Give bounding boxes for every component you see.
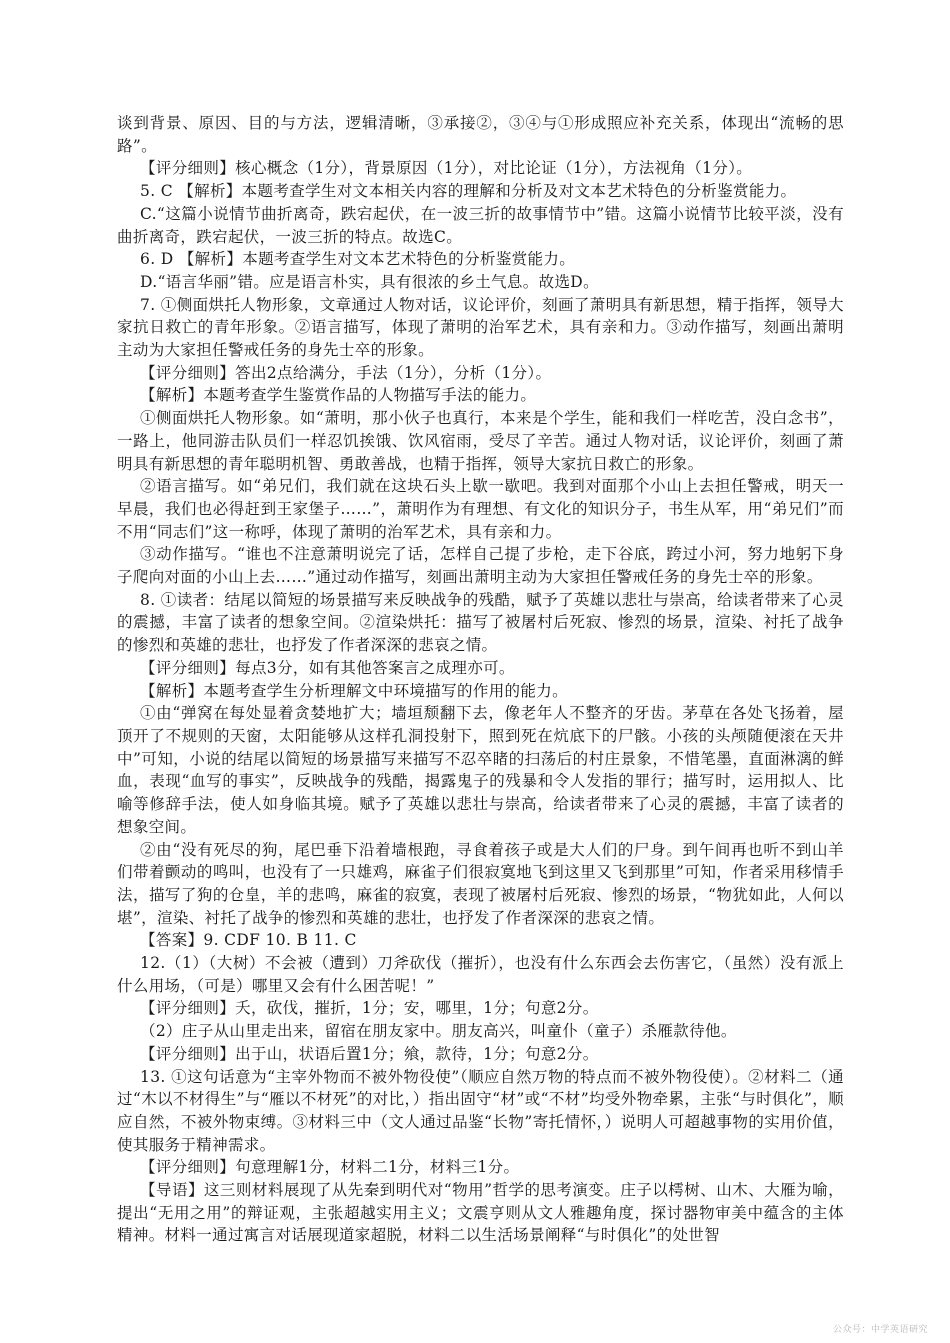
paragraph: 【评分细则】夭，砍伐，摧折，1分；安，哪里，1分；句意2分。 (140, 999, 599, 1018)
paragraph: 6. D 【解析】本题考查学生对文本艺术特色的分析鉴赏能力。 (140, 250, 576, 269)
paragraph: 13. ①这句话意为“主宰外物而不被外物役使”（顺应自然万物的特点而不被外物役使）。②材料二（通过“木以不材得生”与“雁以不材死”的对比，）指出固守“材”或“不材”均受外物牵累，主张“与时俱化”，顺应自然，不被外物束缚。③材料三中（文人通过品鉴“长物”寄托情怀，）说明人可超越事物的实用价值，使其服务于精神需求。 (117, 1067, 844, 1154)
paragraph: 7. ①侧面烘托人物形象，文章通过人物对话，议论评价，刻画了萧明具有新思想，精于指挥，领导大家抗日救亡的青年形象。②语言描写，体现了萧明的治军艺术，具有亲和力。③动作描写，刻画出萧明主动为大家担任警戒任务的身先士卒的形象。 (117, 295, 844, 360)
paragraph: 【解析】本题考查学生分析理解文中环境描写的作用的能力。 (140, 681, 568, 700)
paragraph: 【评分细则】句意理解1分，材料二1分，材料三1分。 (140, 1158, 520, 1177)
paragraph: 【评分细则】核心概念（1分），背景原因（1分），对比论证（1分），方法视角（1分）。 (140, 159, 753, 178)
watermark-text: 公众号：中学英语研究 (832, 1325, 928, 1335)
paragraph: ②语言描写。如“弟兄们，我们就在这块石头上歇一歇吧。我到对面那个小山上去担任警戒，明天一早晨，我们也必得赶到王家堡子……”，萧明作为有理想、有文化的知识分子，书生从军，用“弟兄们”而不用“同志们”这一称呼，体现了萧明的治军艺术，具有亲和力。 (117, 477, 844, 541)
paragraph: 12.（1）（大树）不会被（遭到）刀斧砍伐（摧折），也没有什么东西会去伤害它，（虽然）没有派上什么用场，（可是）哪里又会有什么困苦呢！” (117, 954, 844, 995)
paragraph: D.“语言华丽”错。应是语言朴实，具有很浓的乡土气息。故选D。 (140, 272, 599, 291)
paragraph: 【解析】本题考查学生鉴赏作品的人物描写手法的能力。 (140, 386, 537, 405)
paragraph: ③动作描写。“谁也不注意萧明说完了话，怎样自己提了步枪，走下谷底，跨过小河，努力地躬下身子爬向对面的小山上去……”通过动作描写，刻画出萧明主动为大家担任警戒任务的身先士卒的形象。 (117, 545, 844, 587)
paragraph: 【评分细则】答出2点给满分，手法（1分），分析（1分）。 (140, 363, 552, 382)
paragraph: ①侧面烘托人物形象。如“萧明，那小伙子也真行，本来是个学生，能和我们一样吃苦，没白念书”，一路上，他同游击队员们一样忍饥挨饿、饮风宿雨，受尽了辛苦。通过人物对话，议论评价，刻画了萧明具有新思想的青年聪明机智、勇敢善战，也精于指挥，领导大家抗日救亡的形象。 (117, 409, 844, 473)
paragraph: （2）庄子从山里走出来，留宿在朋友家中。朋友高兴，叫童仆（童子）杀雁款待他。 (140, 1022, 737, 1041)
paragraph: 8. ①读者：结尾以简短的场景描写来反映战争的残酷，赋予了英雄以悲壮与崇高，给读者带来了心灵的震撼，丰富了读者的想象空间。②渲染烘托：描写了被屠村后死寂、惨烈的场景，渲染、衬托了战争的惨烈和英雄的悲壮，也抒发了作者深深的悲哀之情。 (117, 590, 844, 655)
paragraph: 【导语】这三则材料展现了从先秦到明代对“物用”哲学的思考演变。庄子以樗树、山木、大雁为喻，提出“无用之用”的辩证观，主张超越实用主义；文震亨则从文人雅趣角度，探讨器物审美中蕴含的主体精神。材料一通过寓言对话展现道家超脱，材料二以生活场景阐释“与时俱化”的处世智 (117, 1181, 844, 1245)
paragraph: 【答案】9. CDF 10. B 11. C (140, 931, 357, 950)
document-page (117, 112, 844, 1247)
paragraph: 【评分细则】每点3分，如有其他答案言之成理亦可。 (140, 658, 515, 677)
paragraph: 5. C 【解析】本题考查学生对文本相关内容的理解和分析及对文本艺术特色的分析鉴赏能力。 (140, 182, 797, 201)
paragraph: ②由“没有死尽的狗，尾巴垂下沿着墙根跑，寻食着孩子或是大人们的尸身。到午间再也听不到山羊们带着颤动的鸣叫，也没有了一只雄鸡，麻雀子们很寂寞地飞到这里又飞到那里”可知，作者采用移情手法，描写了狗的仓皇，羊的悲鸣，麻雀的寂寞，表现了被屠村后死寂、惨烈的场景，“物犹如此，人何以堪”，渲染、衬托了战争的惨烈和英雄的悲壮，也抒发了作者深深的悲哀之情。 (117, 840, 844, 927)
paragraph: 谈到背景、原因、目的与方法，逻辑清晰，③承接②，③④与①形成照应补充关系，体现出“流畅的思路”。 (117, 114, 844, 155)
paragraph: C.“这篇小说情节曲折离奇，跌宕起伏，在一波三折的故事情节中”错。这篇小说情节比较平淡，没有曲折离奇，跌宕起伏，一波三折的特点。故选C。 (117, 204, 844, 246)
paragraph: 【评分细则】出于山，状语后置1分；飨，款待，1分；句意2分。 (140, 1044, 599, 1063)
paragraph: ①由“弹窝在每处显着贪婪地扩大；墙垣颓翻下去，像老年人不整齐的牙齿。茅草在各处飞扬着，屋顶开了不规则的天窗，太阳能够从这样孔洞投射下，照到死在炕底下的尸骸。小孩的头颅随便滚在天井中”可知，小说的结尾以简短的场景描写来描写不忍卒睹的扫荡后的村庄景象，不惜笔墨，直面淋漓的鲜血，表现“血写的事实”，反映战争的残酷，揭露鬼子的残暴和令人发指的罪行；描写时，运用拟人、比喻等修辞手法，使人如身临其境。赋予了英雄以悲壮与崇高，给读者带来了心灵的震撼，丰富了读者的想象空间。 (117, 704, 844, 836)
